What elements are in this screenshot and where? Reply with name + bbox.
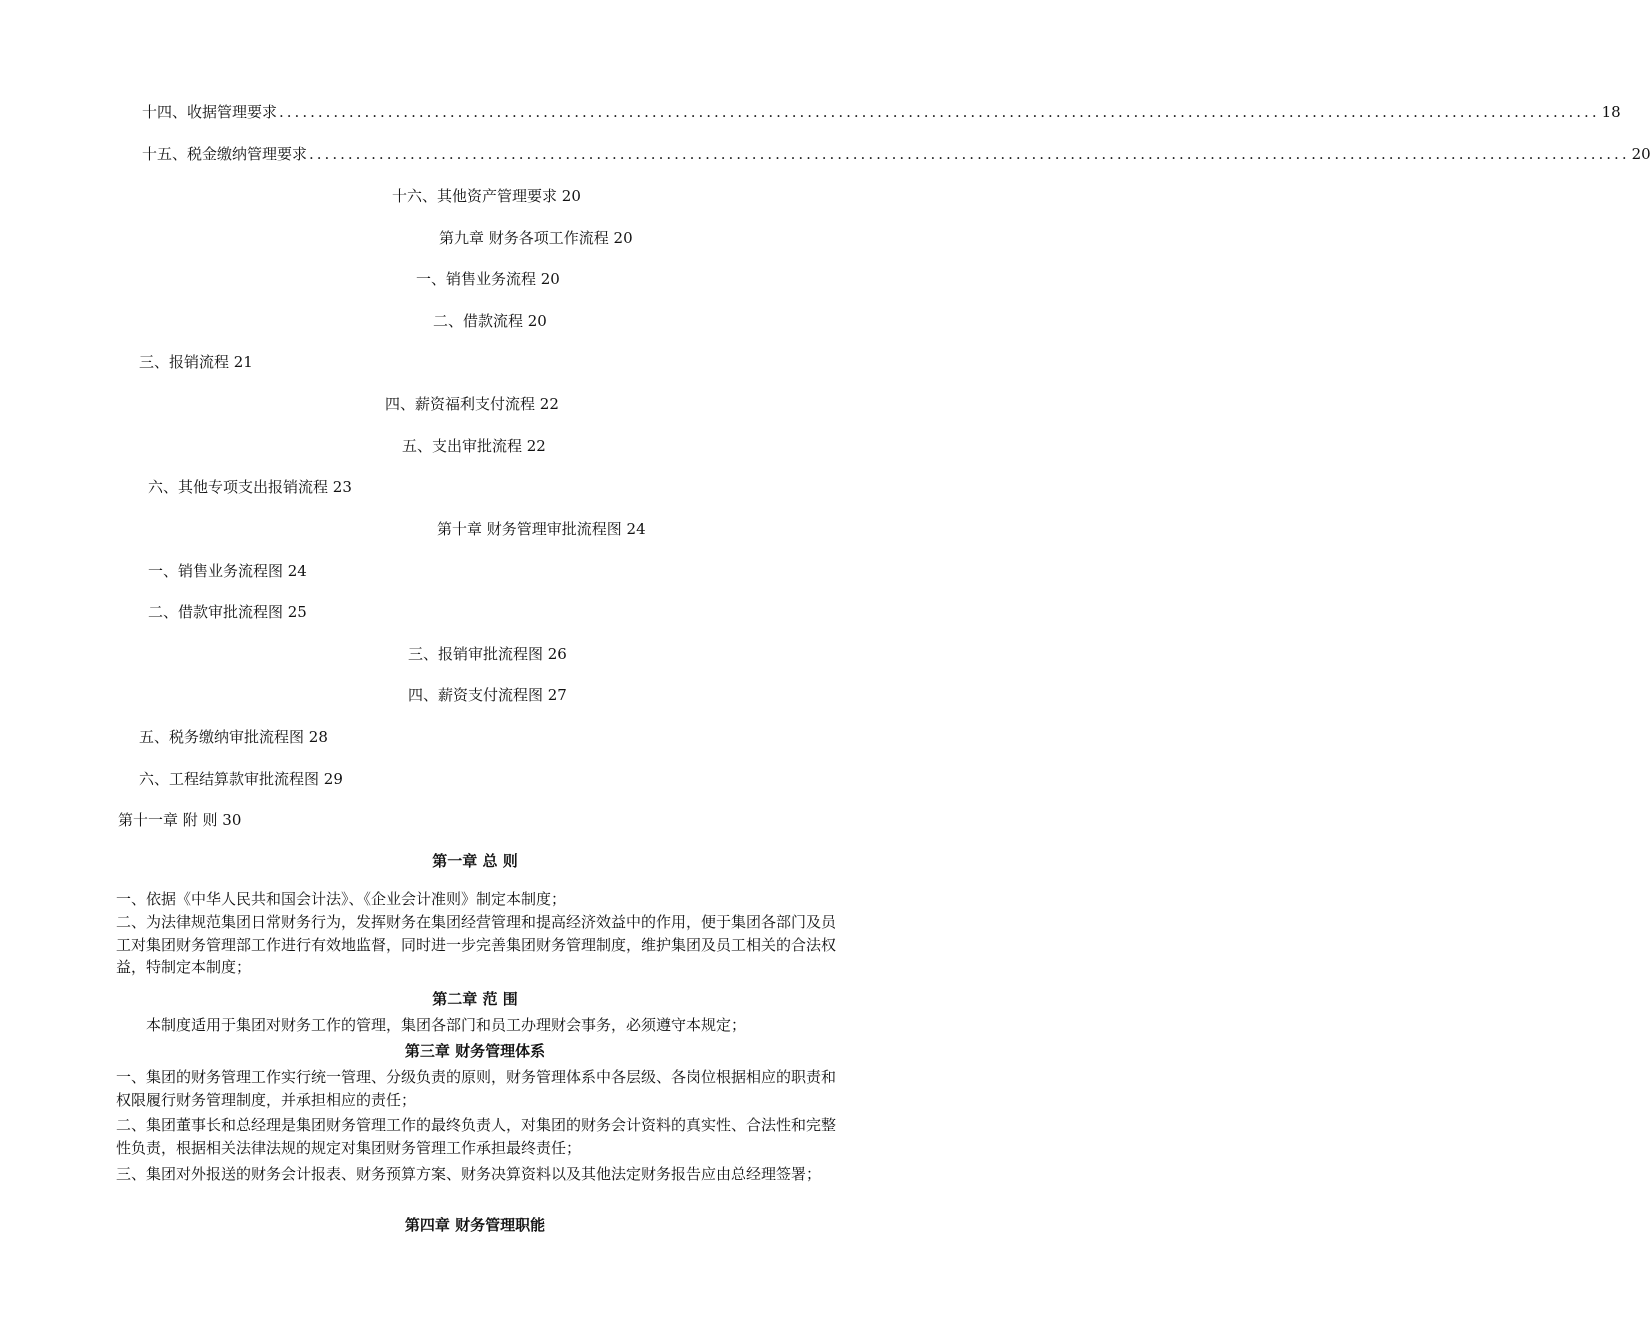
toc-entry-page: 20 bbox=[1631, 145, 1651, 163]
toc-entry[interactable]: 四、薪资福利支付流程 22 bbox=[385, 395, 559, 413]
toc-entry[interactable]: 五、支出审批流程 22 bbox=[402, 437, 546, 455]
chapter-heading: 第二章 范 围 bbox=[432, 990, 518, 1008]
chapter-heading: 第一章 总 则 bbox=[432, 852, 518, 870]
toc-entry[interactable]: 二、借款流程 20 bbox=[433, 312, 547, 330]
toc-leader-dots: .......................................................................................................................................................................... bbox=[279, 103, 1600, 121]
toc-entry[interactable]: 第九章 财务各项工作流程 20 bbox=[439, 229, 633, 247]
toc-entry[interactable]: 三、报销审批流程图 26 bbox=[408, 645, 567, 663]
toc-entry[interactable] bbox=[142, 144, 1651, 164]
toc-leader-dots: .......................................................................................................................................................................... bbox=[309, 145, 1630, 163]
toc-entry-label: 十四、收据管理要求 bbox=[142, 103, 278, 121]
toc-entry[interactable]: 三、报销流程 21 bbox=[139, 353, 253, 371]
toc-entry[interactable]: 一、销售业务流程图 24 bbox=[148, 562, 307, 580]
paragraph: 二、集团董事长和总经理是集团财务管理工作的最终负责人，对集团的财务会计资料的真实性、合法性和完整性负责，根据相关法律法规的规定对集团财务管理工作承担最终责任； bbox=[116, 1116, 837, 1157]
paragraph: 一、依据《中华人民共和国会计法》、《企业会计准则》制定本制度； bbox=[116, 890, 567, 908]
toc-entry[interactable]: 第十章 财务管理审批流程图 24 bbox=[437, 520, 646, 538]
toc-entry[interactable] bbox=[142, 102, 1621, 122]
chapter-heading: 第四章 财务管理职能 bbox=[404, 1216, 546, 1234]
toc-entry[interactable]: 二、借款审批流程图 25 bbox=[148, 603, 307, 621]
toc-entry[interactable]: 六、其他专项支出报销流程 23 bbox=[148, 478, 352, 496]
paragraph: 本制度适用于集团对财务工作的管理，集团各部门和员工办理财会事务，必须遵守本规定； bbox=[146, 1016, 747, 1034]
toc-entry[interactable]: 一、销售业务流程 20 bbox=[416, 270, 560, 288]
toc-entry[interactable]: 五、税务缴纳审批流程图 28 bbox=[139, 728, 328, 746]
toc-entry-page: 18 bbox=[1601, 103, 1621, 121]
toc-entry[interactable]: 第十一章 附 则 30 bbox=[118, 811, 242, 829]
paragraph: 二、为法律规范集团日常财务行为，发挥财务在集团经营管理和提高经济效益中的作用，便于集团各部门及员工对集团财务管理部工作进行有效地监督，同时进一步完善集团财务管理制度，维护集团及员工相关的合法权益，特制定本制度； bbox=[116, 913, 837, 976]
toc-entry-label: 十五、税金缴纳管理要求 bbox=[142, 145, 308, 163]
chapter-heading: 第三章 财务管理体系 bbox=[404, 1042, 546, 1060]
toc-entry[interactable]: 四、薪资支付流程图 27 bbox=[408, 686, 567, 704]
toc-entry[interactable]: 六、工程结算款审批流程图 29 bbox=[139, 770, 343, 788]
paragraph: 三、集团对外报送的财务会计报表、财务预算方案、财务决算资料以及其他法定财务报告应由总经理签署； bbox=[116, 1165, 822, 1183]
paragraph: 一、集团的财务管理工作实行统一管理、分级负责的原则，财务管理体系中各层级、各岗位根据相应的职责和权限履行财务管理制度，并承担相应的责任； bbox=[116, 1068, 837, 1109]
toc-entry[interactable]: 十六、其他资产管理要求 20 bbox=[392, 187, 581, 205]
